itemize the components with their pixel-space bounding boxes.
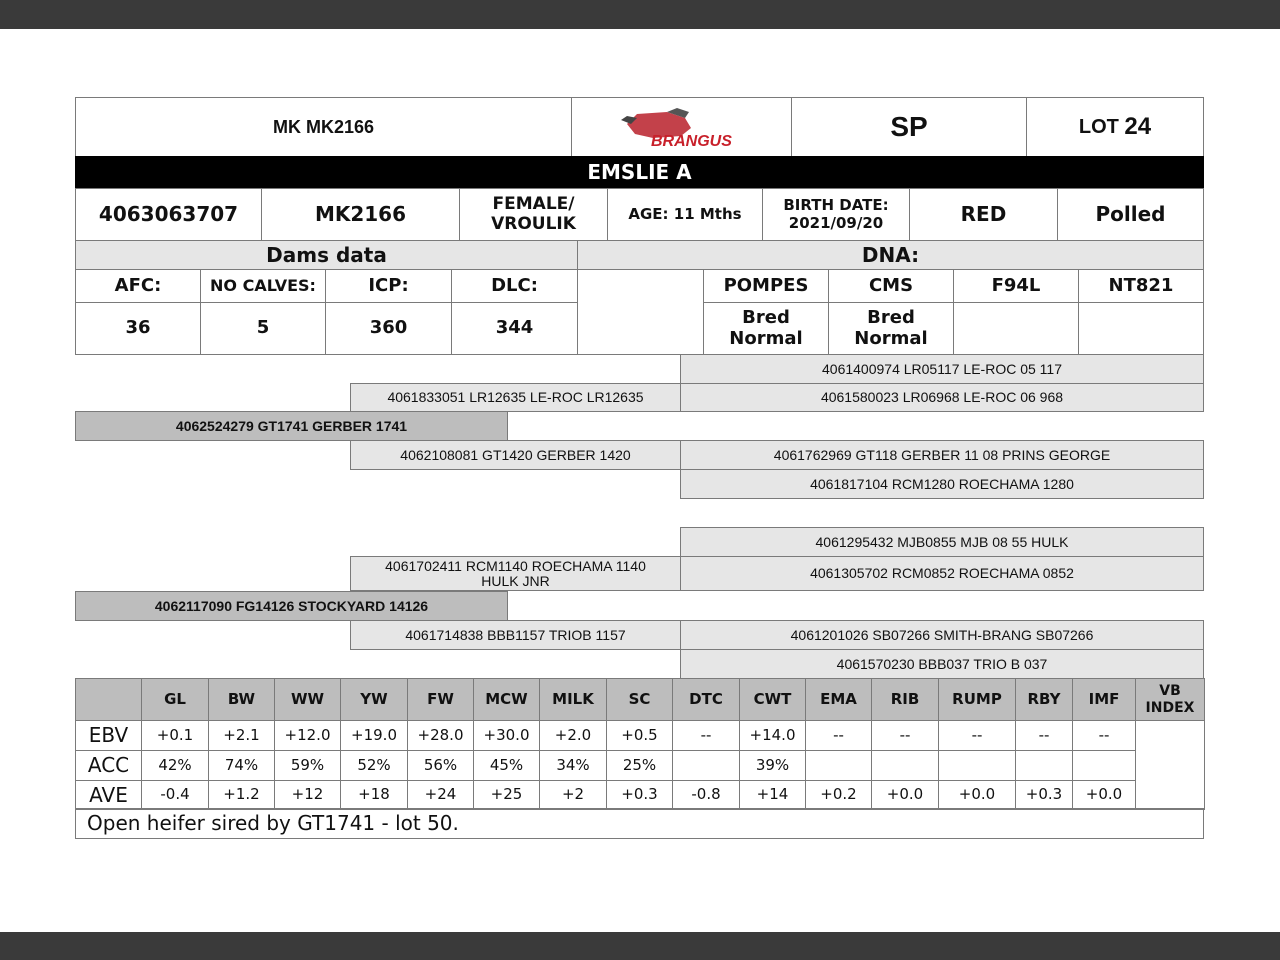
dlc-value: 344 — [451, 302, 578, 355]
no-calves-header: NO CALVES: — [200, 269, 326, 303]
afc-value: 36 — [75, 302, 201, 355]
birth-label: BIRTH DATE: — [783, 196, 889, 215]
pedigree-dam-dam-sire: 4061201026 SB07266 SMITH-BRANG SB07266 — [680, 620, 1204, 650]
ebv-value-cell: 52% — [340, 750, 408, 781]
code: SP — [791, 97, 1027, 157]
sex-line1: FEMALE/ — [492, 193, 575, 214]
ebv-value-cell: +0.0 — [938, 780, 1016, 810]
ebv-value-cell — [672, 750, 740, 781]
horn-status: Polled — [1057, 188, 1204, 241]
birth-value: 2021/09/20 — [788, 213, 884, 232]
ebv-value-cell: +2 — [539, 780, 607, 810]
pedigree-sire-sire-dam: 4061580023 LR06968 LE-ROC 06 968 — [680, 383, 1204, 412]
ebv-column-header: DTC — [672, 678, 740, 721]
nt821-value — [1078, 302, 1204, 355]
ebv-value-cell: +28.0 — [407, 720, 474, 751]
top-bar — [0, 0, 1280, 29]
pompes-value — [703, 302, 829, 355]
ebv-value-cell: +0.0 — [1072, 780, 1136, 810]
pedigree-sire-dam-dam: 4061817104 RCM1280 ROECHAMA 1280 — [680, 469, 1204, 499]
ebv-column-header: RBY — [1015, 678, 1073, 721]
nt821-header: NT821 — [1078, 269, 1204, 303]
ebv-value-cell: -0.4 — [141, 780, 209, 810]
age: AGE: 11 Mths — [607, 188, 763, 241]
ebv-header-corner — [75, 678, 142, 721]
ebv-value-cell — [938, 750, 1016, 781]
pedigree-dam-sire-sire: 4061295432 MJB0855 MJB 08 55 HULK — [680, 527, 1204, 557]
dams-data-title: Dams data — [75, 240, 578, 270]
ebv-value-cell: +0.3 — [1015, 780, 1073, 810]
ebv-value-cell: 39% — [739, 750, 806, 781]
ebv-value-cell: -- — [1072, 720, 1136, 751]
dam-sire-line1: 4061702411 RCM1140 ROECHAMA 1140 — [385, 557, 646, 574]
lot-number: 24 — [1124, 113, 1152, 141]
cms-value — [828, 302, 954, 355]
pedigree-sire: 4062524279 GT1741 GERBER 1741 — [75, 411, 508, 441]
pedigree-sire-sire-sire: 4061400974 LR05117 LE-ROC 05 117 — [680, 354, 1204, 384]
ebv-value-cell: +19.0 — [340, 720, 408, 751]
logo-text: BRANGUS — [650, 133, 732, 150]
pompes-header: POMPES — [703, 269, 829, 303]
ebv-value-cell: +14.0 — [739, 720, 806, 751]
ebv-value-cell: +0.5 — [606, 720, 673, 751]
pedigree-dam-dam: 4061714838 BBB1157 TRIOB 1157 — [350, 620, 681, 650]
pompes-line2: Normal — [729, 327, 803, 349]
ebv-value-cell: +0.3 — [606, 780, 673, 810]
ebv-value-cell: +0.2 — [805, 780, 872, 810]
ebv-column-header: EMA — [805, 678, 872, 721]
ebv-value-cell: 45% — [473, 750, 540, 781]
ebv-value-cell — [1072, 750, 1136, 781]
ebv-row-label: ACC — [75, 750, 142, 781]
birth-date — [762, 188, 910, 241]
lot-label: LOT — [1078, 115, 1119, 138]
ebv-column-header: CWT — [739, 678, 806, 721]
ebv-value-cell: +2.1 — [208, 720, 275, 751]
f94l-value — [953, 302, 1079, 355]
sex-line2: VROULIK — [491, 213, 576, 234]
ebv-value-cell: -- — [1015, 720, 1073, 751]
ebv-value-cell: 59% — [274, 750, 341, 781]
ebv-column-header: BW — [208, 678, 275, 721]
brangus-logo — [571, 97, 792, 157]
pedigree-dam: 4062117090 FG14126 STOCKYARD 14126 — [75, 591, 508, 621]
ebv-value-cell: +2.0 — [539, 720, 607, 751]
ebv-value-cell: 42% — [141, 750, 209, 781]
ebv-row-label: EBV — [75, 720, 142, 751]
ebv-column-header: SC — [606, 678, 673, 721]
pedigree-sire-dam-sire: 4061762969 GT118 GERBER 11 08 PRINS GEORGE — [680, 440, 1204, 470]
dna-title: DNA: — [577, 240, 1204, 270]
dna-blank-cell — [577, 269, 704, 355]
afc-header: AFC: — [75, 269, 201, 303]
ebv-value-cell: +1.2 — [208, 780, 275, 810]
cms-header: CMS — [828, 269, 954, 303]
ebv-value-cell: -- — [805, 720, 872, 751]
ebv-row-label: AVE — [75, 780, 142, 810]
dam-sire-line2: HULK JNR — [481, 572, 550, 589]
comment: Open heifer sired by GT1741 - lot 50. — [75, 808, 1204, 839]
ebv-column-header: RIB — [871, 678, 939, 721]
cms-line2: Normal — [854, 327, 928, 349]
ebv-value-cell — [1015, 750, 1073, 781]
ebv-value-cell: 34% — [539, 750, 607, 781]
animal-title: EMSLIE A — [75, 156, 1204, 189]
ebv-value-cell: +25 — [473, 780, 540, 810]
ebv-value-cell: -- — [871, 720, 939, 751]
vb-line2: INDEX — [1145, 699, 1195, 716]
ebv-column-header: WW — [274, 678, 341, 721]
ebv-column-header: GL — [141, 678, 209, 721]
ebv-value-cell: 56% — [407, 750, 474, 781]
ebv-value-cell: +18 — [340, 780, 408, 810]
bull-logo-icon — [607, 104, 757, 150]
ebv-value-cell: +30.0 — [473, 720, 540, 751]
ebv-column-header: MCW — [473, 678, 540, 721]
ebv-value-cell: +12 — [274, 780, 341, 810]
pedigree-dam-dam-dam: 4061570230 BBB037 TRIO B 037 — [680, 649, 1204, 679]
ebv-column-header: IMF — [1072, 678, 1136, 721]
pedigree-sire-dam: 4062108081 GT1420 GERBER 1420 — [350, 440, 681, 470]
ebv-value-cell: +0.1 — [141, 720, 209, 751]
tag-number: MK2166 — [261, 188, 460, 241]
animal-name-id: MK MK2166 — [75, 97, 572, 157]
ebv-value-cell — [871, 750, 939, 781]
icp-value: 360 — [325, 302, 452, 355]
cms-line1: Bred — [867, 306, 915, 328]
reg-number: 4063063707 — [75, 188, 262, 241]
ebv-value-cell: 25% — [606, 750, 673, 781]
vb-line1: VB — [1159, 683, 1181, 700]
ebv-value-cell: +14 — [739, 780, 806, 810]
pompes-line1: Bred — [742, 306, 790, 328]
ebv-value-cell: +0.0 — [871, 780, 939, 810]
ebv-value-cell — [805, 750, 872, 781]
ebv-value-cell: 74% — [208, 750, 275, 781]
no-calves-value: 5 — [200, 302, 326, 355]
color: RED — [909, 188, 1058, 241]
ebv-value-cell: -0.8 — [672, 780, 740, 810]
dlc-header: DLC: — [451, 269, 578, 303]
ebv-value-cell: -- — [938, 720, 1016, 751]
pedigree-dam-sire-dam: 4061305702 RCM0852 ROECHAMA 0852 — [680, 556, 1204, 591]
vb-index-value — [1135, 720, 1205, 810]
ebv-column-header: YW — [340, 678, 408, 721]
lot — [1026, 97, 1204, 157]
sex — [459, 188, 608, 241]
ebv-column-header: RUMP — [938, 678, 1016, 721]
ebv-value-cell: -- — [672, 720, 740, 751]
ebv-value-cell: +24 — [407, 780, 474, 810]
icp-header: ICP: — [325, 269, 452, 303]
ebv-column-header: MILK — [539, 678, 607, 721]
f94l-header: F94L — [953, 269, 1079, 303]
pedigree-sire-sire: 4061833051 LR12635 LE-ROC LR12635 — [350, 383, 681, 412]
ebv-column-header: FW — [407, 678, 474, 721]
pedigree-dam-sire — [350, 556, 681, 591]
ebv-value-cell: +12.0 — [274, 720, 341, 751]
vb-index-header — [1135, 678, 1205, 721]
bottom-bar — [0, 932, 1280, 960]
